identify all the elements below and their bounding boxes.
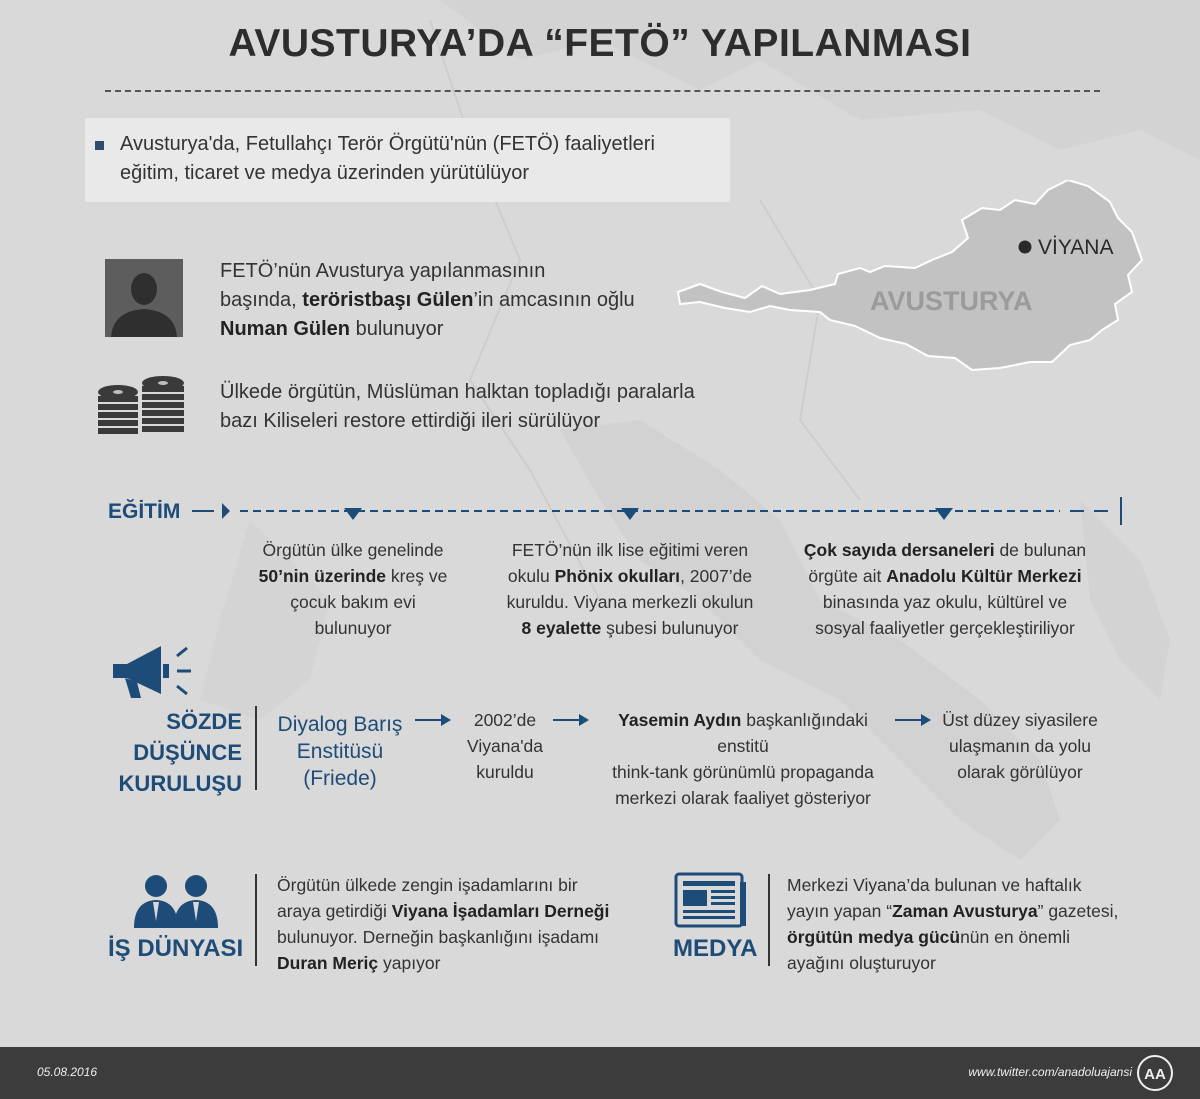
money-text <box>220 378 695 436</box>
media-line-2 <box>787 898 1118 924</box>
leader-line-2-post: ’in amcasının oğlu <box>473 289 635 311</box>
arrow-right-3-icon <box>895 712 935 728</box>
education-label: EĞİTİM <box>108 500 181 523</box>
media-label: MEDYA <box>673 935 758 962</box>
think-tank-label-line-1: SÖZDE <box>166 709 242 734</box>
leader-text <box>220 257 635 344</box>
media-newspaper-bold: Zaman Avusturya <box>892 901 1038 921</box>
think-tank-label-line-3: KURULUŞU <box>118 771 242 796</box>
step-1-line-2: Viyana'da <box>467 736 543 756</box>
footer <box>0 1047 1200 1099</box>
media-power-bold: örgütün medya gücü <box>787 927 961 947</box>
step-3-line-1: Üst düzey siyasilere <box>942 710 1098 730</box>
footer-url[interactable]: www.twitter.com/anadoluajansi <box>968 1065 1132 1079</box>
map-country-label: AVUSTURYA <box>870 286 1033 316</box>
step-2-line-3: merkezi olarak faaliyet gösteriyor <box>615 788 871 808</box>
anadolu-logo-icon <box>1135 1054 1175 1092</box>
map-capital-label: VİYANA <box>1038 236 1114 259</box>
intro-line-2: eğitim, ticaret ve medya üzerinden yürütülüyor <box>120 162 530 184</box>
newspaper-icon <box>674 872 750 930</box>
money-line-1: Ülkede örgütün, Müslüman halktan topladığı paralarla <box>220 381 695 403</box>
education-item-3 <box>790 537 1100 641</box>
media-line-3-post: nün en önemli <box>960 927 1071 947</box>
education-item-1-line-2 <box>228 563 478 589</box>
vienna-dot-icon <box>1019 241 1032 254</box>
leader-relative-bold: Numan Gülen <box>220 318 351 340</box>
person-avatar <box>105 259 183 337</box>
institute-name-line-1: Diyalog Barış <box>277 713 403 736</box>
person-silhouette-icon <box>105 259 183 337</box>
education-item-1-line-3: çocuk bakım evi <box>290 592 416 612</box>
education-item-3-line-1-post: de bulunan <box>994 540 1087 560</box>
media-line-2-post: ” gazetesi, <box>1037 901 1119 921</box>
think-tank-step-1 <box>455 707 555 785</box>
education-item-1-line-4: bulunuyor <box>314 618 392 638</box>
education-item-2-bold-2: 8 eyalette <box>521 618 602 638</box>
media-divider <box>768 874 770 966</box>
leader-line-2 <box>220 286 635 315</box>
timeline-marker-2-icon <box>621 508 639 520</box>
business-person-bold: Duran Meriç <box>277 953 379 973</box>
education-timeline <box>190 495 1130 527</box>
education-item-2-line-1: FETÖ’nün ilk lise eğitimi veren <box>511 540 749 560</box>
leader-line-3 <box>220 315 635 344</box>
education-item-3-bold: Çok sayıda dersaneleri <box>803 540 995 560</box>
education-item-2-line-2-pre: okulu <box>507 566 555 586</box>
leader-line-1: FETÖ’nün Avusturya yapılanmasının <box>220 260 546 282</box>
business-line-1: Örgütün ülkede zengin işadamlarını bir <box>277 875 578 895</box>
business-line-4 <box>277 950 609 976</box>
education-item-1-bold: 50’nin üzerinde <box>258 566 387 586</box>
business-association-bold: Viyana İşadamları Derneği <box>391 901 610 921</box>
education-item-2-bold: Phönix okulları <box>554 566 681 586</box>
timeline-marker-1-icon <box>344 508 362 520</box>
title-divider <box>105 90 1100 92</box>
institute-name <box>265 711 415 792</box>
business-line-4-post: yapıyor <box>378 953 441 973</box>
think-tank-step-3 <box>935 707 1105 785</box>
intro-line-1: Avusturya'da, Fetullahçı Terör Örgütü'nün (FETÖ) faaliyetleri <box>120 133 655 155</box>
arrow-right-1-icon <box>415 712 455 728</box>
megaphone-icon <box>105 640 200 705</box>
intro-text <box>120 130 720 188</box>
think-tank-step-2 <box>593 707 893 811</box>
institute-name-line-2: Enstitüsü <box>296 740 384 763</box>
business-label: İŞ DÜNYASI <box>108 935 244 962</box>
media-text <box>787 872 1118 976</box>
business-line-3: bulunuyor. Derneğin başkanlığını işadamı <box>277 927 600 947</box>
think-tank-label-line-2: DÜŞÜNCE <box>133 740 242 765</box>
timeline-start-arrow-icon <box>222 503 230 519</box>
step-2-line-1 <box>593 707 893 759</box>
education-item-3-line-3: binasında yaz okulu, kültürel ve <box>822 592 1068 612</box>
austria-map <box>670 180 1190 380</box>
education-item-3-line-2 <box>790 563 1100 589</box>
step-2-line-2: think-tank görünümlü propaganda <box>612 762 874 782</box>
business-text <box>277 872 609 976</box>
education-item-2-line-4-post: şubesi bulunuyor <box>601 618 739 638</box>
education-item-3-line-2-pre: örgüte ait <box>808 566 887 586</box>
education-item-3-line-4: sosyal faaliyetler gerçekleştiriliyor <box>815 618 1075 638</box>
step-1-line-1: 2002’de <box>473 710 537 730</box>
leader-line-2-pre: başında, <box>220 289 303 311</box>
money-line-2: bazı Kiliseleri restore ettirdiği ileri sürülüyor <box>220 410 601 432</box>
arrow-right-2-icon <box>553 712 593 728</box>
media-line-4: ayağını oluşturuyor <box>787 953 936 973</box>
business-divider <box>255 874 257 966</box>
education-item-2-line-4 <box>480 615 780 641</box>
anadolu-logo-text: AA <box>1144 1066 1166 1083</box>
media-line-3 <box>787 924 1118 950</box>
education-item-2-line-2 <box>480 563 780 589</box>
leader-line-3-post: bulunuyor <box>350 318 444 340</box>
think-tank-divider <box>255 706 257 790</box>
media-line-2-pre: yayın yapan “ <box>787 901 893 921</box>
leader-name-bold: teröristbaşı Gülen <box>302 289 474 311</box>
intro-bullet-icon <box>95 141 104 150</box>
institute-name-line-3: (Friede) <box>303 767 377 790</box>
education-item-2-line-3: kuruldu. Viyana merkezli okulun <box>506 592 754 612</box>
page-title: AVUSTURYA’DA “FETÖ” YAPILANMASI <box>228 22 972 65</box>
think-tank-label <box>100 706 242 799</box>
education-item-3-bold-2: Anadolu Kültür Merkezi <box>886 566 1082 586</box>
step-3-line-2: ulaşmanın da yolu <box>948 736 1092 756</box>
education-item-2-line-2-post: , 2007’de <box>680 566 753 586</box>
businessmen-icon <box>120 873 230 928</box>
media-line-1: Merkezi Viyana’da bulunan ve haftalık <box>787 875 1082 895</box>
education-item-1-line-2-post: kreş ve <box>386 566 448 586</box>
footer-date: 05.08.2016 <box>37 1065 98 1079</box>
education-item-1-line-1: Örgütün ülke genelinde <box>262 540 444 560</box>
step-2-line-1-post: başkanlığındaki enstitü <box>717 710 868 756</box>
education-item-2 <box>480 537 780 641</box>
business-line-2 <box>277 898 609 924</box>
business-line-2-pre: araya getirdiği <box>277 901 392 921</box>
money-stacks-icon <box>94 376 189 436</box>
education-item-3-line-1 <box>790 537 1100 563</box>
step-2-bold: Yasemin Aydın <box>618 710 742 730</box>
timeline-marker-3-icon <box>935 508 953 520</box>
education-item-1 <box>228 537 478 641</box>
step-3-line-3: olarak görülüyor <box>957 762 1083 782</box>
step-1-line-3: kuruldu <box>476 762 534 782</box>
